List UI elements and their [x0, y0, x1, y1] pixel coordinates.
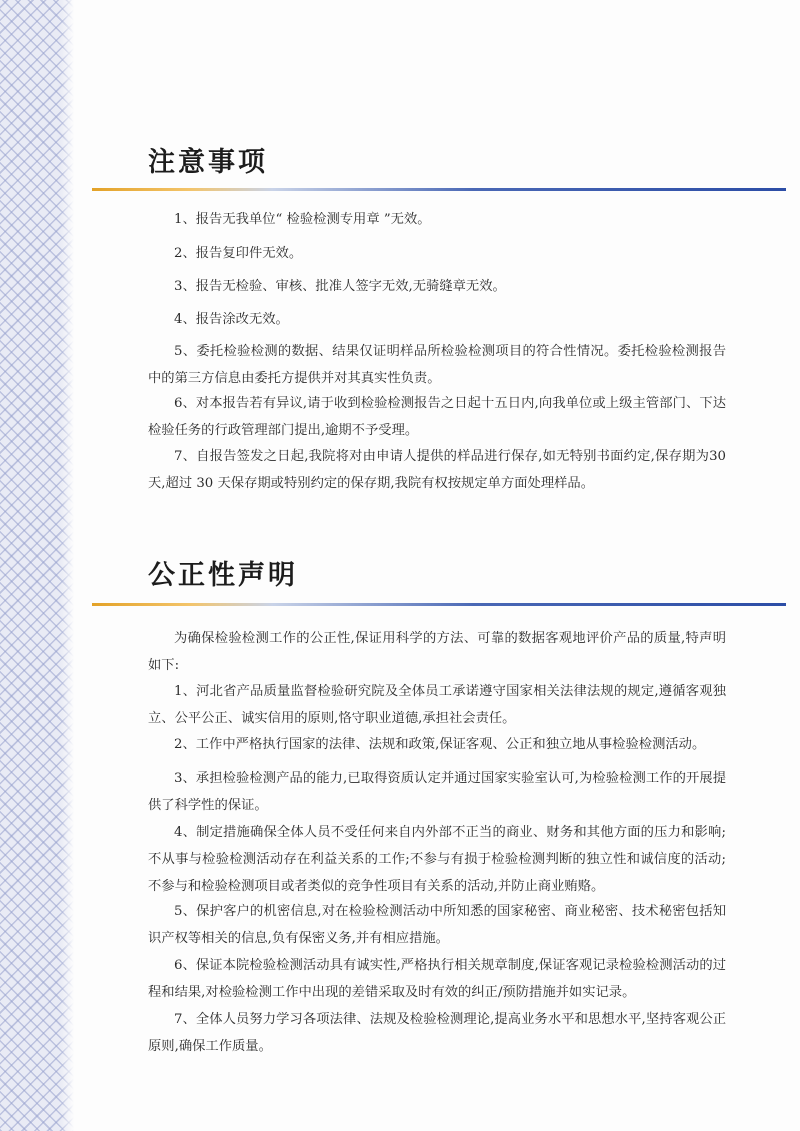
notice-title-rule [92, 188, 786, 191]
decorative-pattern-strip [0, 0, 74, 1131]
notice-item-3: 3、报告无检验、审核、批准人签字无效,无骑缝章无效。 [174, 279, 506, 294]
notice-title: 注意事项 [148, 147, 268, 178]
notice-item-6: 6、对本报告若有异议,请于收到检验检测报告之日起十五日内,向我单位或上级主管部门、下达检验任务的行政管理部门提出,逾期不予受理。 [148, 396, 726, 438]
statement-item-2: 2、工作中严格执行国家的法律、法规和政策,保证客观、公正和独立地从事检验检测活动。 [174, 737, 706, 752]
statement-item-3: 3、承担检验检测产品的能力,已取得资质认定并通过国家实验室认可,为检验检测工作的开展提供了科学性的保证。 [148, 771, 726, 813]
statement-item-6: 6、保证本院检验检测活动具有诚实性,严格执行相关规章制度,保证客观记录检验检测活动的过程和结果,对检验检测工作中出现的差错采取及时有效的纠正/预防措施并如实记录。 [148, 958, 726, 1000]
notice-item-5: 5、委托检验检测的数据、结果仅证明样品所检验检测项目的符合性情况。委托检验检测报告中的第三方信息由委托方提供并对其真实性负责。 [148, 344, 726, 386]
statement-item-4: 4、制定措施确保全体人员不受任何来自内外部不正当的商业、财务和其他方面的压力和影响;不从事与检验检测活动存在利益关系的工作;不参与有损于检验检测判断的独立性和诚信度的活动;不参与和检验检测项目或者类似的竞争性项目有关系的活动,并防止商业贿赂。 [148, 825, 726, 894]
statement-item-5: 5、保护客户的机密信息,对在检验检测活动中所知悉的国家秘密、商业秘密、技术秘密包括知识产权等相关的信息,负有保密义务,并有相应措施。 [148, 904, 726, 946]
notice-item-4: 4、报告涂改无效。 [174, 312, 289, 327]
statement-item-7: 7、全体人员努力学习各项法律、法规及检验检测理论,提高业务水平和思想水平,坚持客观公正原则,确保工作质量。 [148, 1012, 726, 1054]
statement-intro: 为确保检验检测工作的公正性,保证用科学的方法、可靠的数据客观地评价产品的质量,特声明如下: [148, 631, 726, 673]
notice-item-2: 2、报告复印件无效。 [174, 246, 303, 261]
notice-item-1: 1、报告无我单位“ 检验检测专用章 ”无效。 [174, 212, 431, 227]
statement-item-1: 1、河北省产品质量监督检验研究院及全体员工承诺遵守国家相关法律法规的规定,遵循客观独立、公平公正、诚实信用的原则,恪守职业道德,承担社会责任。 [148, 684, 726, 726]
statement-title-rule [92, 603, 786, 606]
statement-title: 公正性声明 [148, 560, 298, 591]
notice-item-7: 7、自报告签发之日起,我院将对由申请人提供的样品进行保存,如无特别书面约定,保存期为30天,超过 30 天保存期或特别约定的保存期,我院有权按规定单方面处理样品。 [148, 449, 726, 491]
